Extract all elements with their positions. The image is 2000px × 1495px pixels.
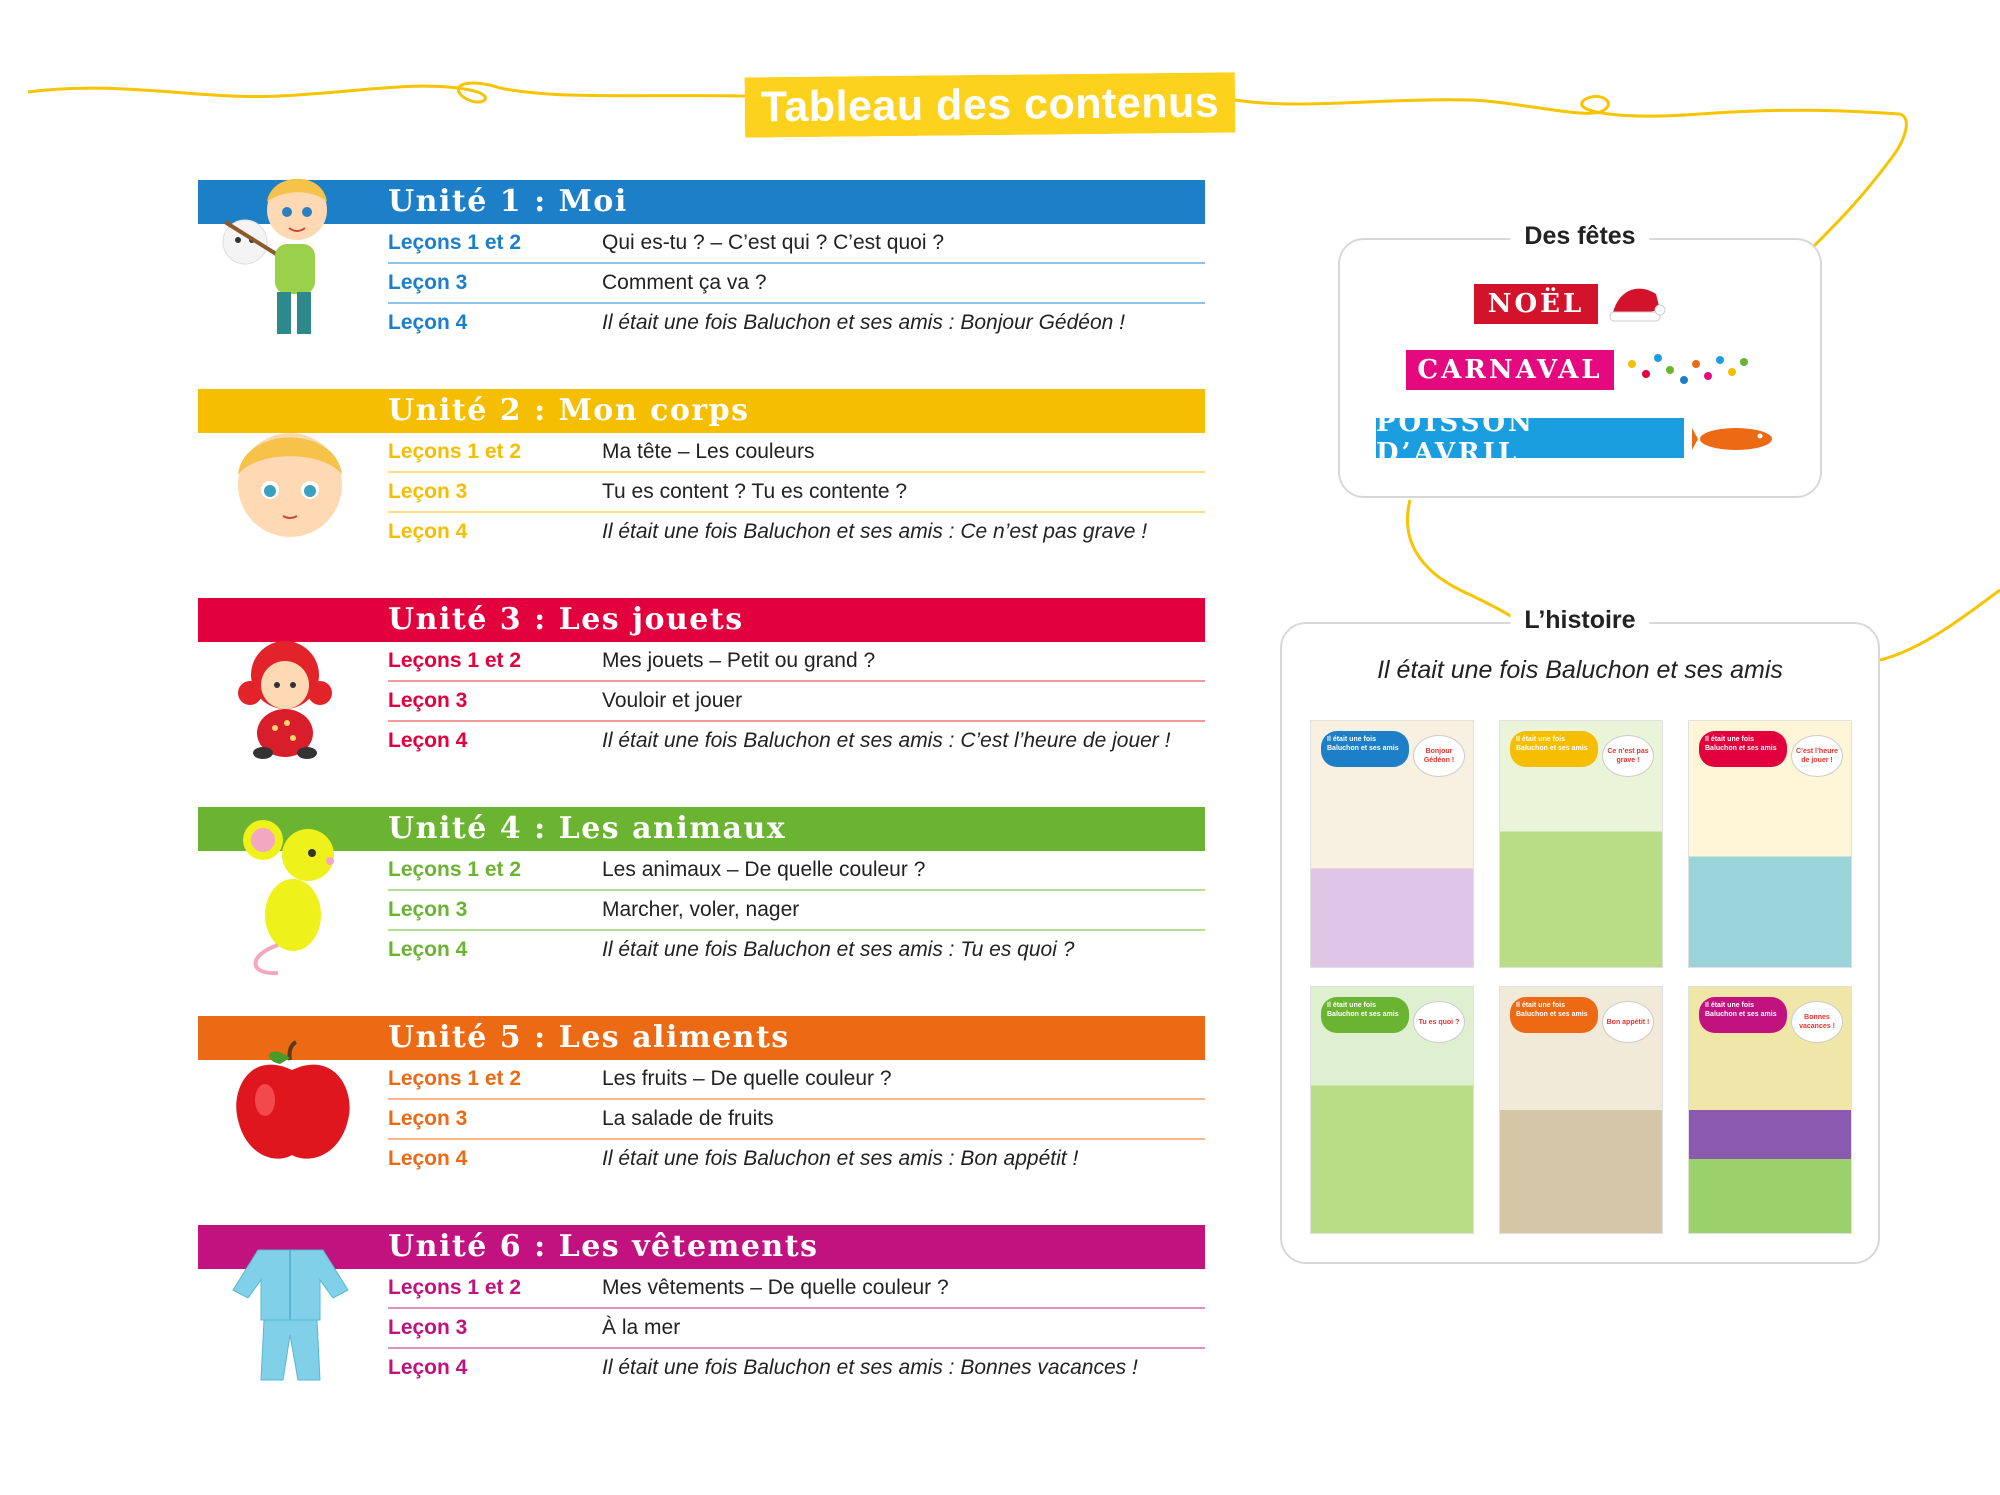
unit-title: Unité 2 : Mon corps	[388, 393, 750, 428]
page-title: Tableau des contenus	[760, 78, 1220, 131]
lesson-row	[388, 1100, 1205, 1140]
unit-1	[198, 180, 1205, 342]
lesson-row	[388, 682, 1205, 722]
lesson-label: Leçon 4	[388, 729, 468, 752]
lesson-content: Vouloir et jouer	[602, 689, 743, 712]
storybook-episode-title: Bonjour Gédéon !	[1413, 735, 1465, 777]
lesson-content: Les animaux – De quelle couleur ?	[602, 858, 926, 881]
lesson-content: Mes vêtements – De quelle couleur ?	[602, 1276, 949, 1299]
lesson-content: Il était une fois Baluchon et ses amis : C’est l’heure de jouer !	[602, 729, 1171, 752]
lesson-content: Ma tête – Les couleurs	[602, 440, 815, 463]
lesson-label: Leçon 3	[388, 271, 468, 294]
storybook-series-title: Il était une fois Baluchon et ses amis	[1321, 731, 1409, 767]
lesson-label: Leçon 3	[388, 898, 468, 921]
mouse-illustration	[238, 815, 338, 985]
lesson-content: Il était une fois Baluchon et ses amis : Bonnes vacances !	[602, 1356, 1138, 1379]
fetes-title: Des fêtes	[1510, 222, 1649, 251]
fete-noel-label: NOËL	[1474, 284, 1598, 324]
storybook-episode-title: C’est l’heure de jouer !	[1791, 735, 1843, 777]
confetti-icon	[1624, 350, 1754, 390]
unit-title: Unité 4 : Les animaux	[388, 811, 787, 846]
lesson-row	[388, 722, 1205, 760]
unit-title: Unité 1 : Moi	[388, 184, 628, 219]
lesson-content: Marcher, voler, nager	[602, 898, 800, 921]
unit-title: Unité 3 : Les jouets	[388, 602, 744, 637]
lesson-row	[388, 264, 1205, 304]
lesson-row	[388, 891, 1205, 931]
histoire-title: L’histoire	[1510, 606, 1649, 635]
histoire-box	[1280, 606, 1880, 1264]
fetes-box	[1338, 222, 1822, 498]
lesson-row	[388, 1060, 1205, 1100]
lesson-label: Leçon 4	[388, 311, 468, 334]
lesson-content: La salade de fruits	[602, 1107, 774, 1130]
storybook-series-title: Il était une fois Baluchon et ses amis	[1510, 731, 1598, 767]
lesson-label: Leçon 4	[388, 938, 468, 961]
lesson-label: Leçons 1 et 2	[388, 858, 522, 881]
histoire-subtitle: Il était une fois Baluchon et ses amis	[1377, 656, 1783, 684]
unit-header	[198, 598, 1205, 642]
lesson-label: Leçon 3	[388, 1316, 468, 1339]
storybook-cover-3	[1688, 720, 1852, 968]
lesson-row	[388, 1309, 1205, 1349]
lesson-content: Les fruits – De quelle couleur ?	[602, 1067, 892, 1090]
unit-header	[198, 807, 1205, 851]
storybook-cover-5	[1499, 986, 1663, 1234]
doll-illustration	[235, 633, 335, 763]
pajamas-illustration	[228, 1240, 353, 1385]
lesson-row	[388, 224, 1205, 264]
storybook-series-title: Il était une fois Baluchon et ses amis	[1510, 997, 1598, 1033]
lesson-label: Leçons 1 et 2	[388, 440, 522, 463]
storybook-series-title: Il était une fois Baluchon et ses amis	[1321, 997, 1409, 1033]
lesson-content: Tu es content ? Tu es contente ?	[602, 480, 908, 503]
lesson-row	[388, 473, 1205, 513]
lesson-row	[388, 1140, 1205, 1178]
lesson-content: Il était une fois Baluchon et ses amis : Ce n’est pas grave !	[602, 520, 1148, 543]
fete-carnaval-label: CARNAVAL	[1406, 350, 1614, 390]
storybook-cover-4	[1310, 986, 1474, 1234]
lesson-label: Leçons 1 et 2	[388, 1067, 522, 1090]
storybook-cover-2	[1499, 720, 1663, 968]
storybook-episode-title: Bon appétit !	[1602, 1001, 1654, 1043]
lesson-row	[388, 642, 1205, 682]
santa-hat-icon	[1608, 280, 1666, 324]
unit-3	[198, 598, 1205, 760]
lesson-content: À la mer	[602, 1316, 681, 1339]
lesson-label: Leçon 4	[388, 1356, 468, 1379]
lesson-row	[388, 1349, 1205, 1387]
lesson-content: Mes jouets – Petit ou grand ?	[602, 649, 876, 672]
apple-illustration	[230, 1040, 355, 1170]
lesson-row	[388, 851, 1205, 891]
lesson-label: Leçon 4	[388, 520, 468, 543]
unit-title: Unité 5 : Les aliments	[388, 1020, 790, 1055]
lesson-label: Leçon 3	[388, 689, 468, 712]
lesson-label: Leçons 1 et 2	[388, 231, 522, 254]
fete-poisson-avril-label: POISSON D’AVRIL	[1376, 418, 1684, 458]
fish-icon	[1692, 422, 1776, 456]
lesson-label: Leçon 3	[388, 1107, 468, 1130]
storybook-series-title: Il était une fois Baluchon et ses amis	[1699, 997, 1787, 1033]
storybook-series-title: Il était une fois Baluchon et ses amis	[1699, 731, 1787, 767]
lesson-row	[388, 433, 1205, 473]
unit-header	[198, 180, 1205, 224]
lesson-content: Comment ça va ?	[602, 271, 767, 294]
lesson-label: Leçons 1 et 2	[388, 1276, 522, 1299]
lesson-label: Leçon 3	[388, 480, 468, 503]
storybook-cover-1	[1310, 720, 1474, 968]
lesson-content: Il était une fois Baluchon et ses amis : Bonjour Gédéon !	[602, 311, 1125, 334]
lesson-label: Leçon 4	[388, 1147, 468, 1170]
unit-4	[198, 807, 1205, 969]
page-title-banner	[745, 72, 1236, 137]
storybook-cover-6	[1688, 986, 1852, 1234]
lesson-row	[388, 931, 1205, 969]
boy-with-bundle-illustration	[205, 152, 345, 342]
lesson-row	[388, 304, 1205, 342]
lesson-row	[388, 513, 1205, 551]
lesson-content: Il était une fois Baluchon et ses amis : Tu es quoi ?	[602, 938, 1075, 961]
lesson-row	[388, 1269, 1205, 1309]
unit-title: Unité 6 : Les vêtements	[388, 1229, 819, 1264]
boy-face-illustration	[225, 420, 355, 540]
lesson-content: Qui es-tu ? – C’est qui ? C’est quoi ?	[602, 231, 945, 254]
lesson-content: Il était une fois Baluchon et ses amis : Bon appétit !	[602, 1147, 1079, 1170]
storybook-episode-title: Tu es quoi ?	[1413, 1001, 1465, 1043]
storybook-episode-title: Bonnes vacances !	[1791, 1001, 1843, 1043]
lesson-label: Leçons 1 et 2	[388, 649, 522, 672]
storybook-episode-title: Ce n’est pas grave !	[1602, 735, 1654, 777]
